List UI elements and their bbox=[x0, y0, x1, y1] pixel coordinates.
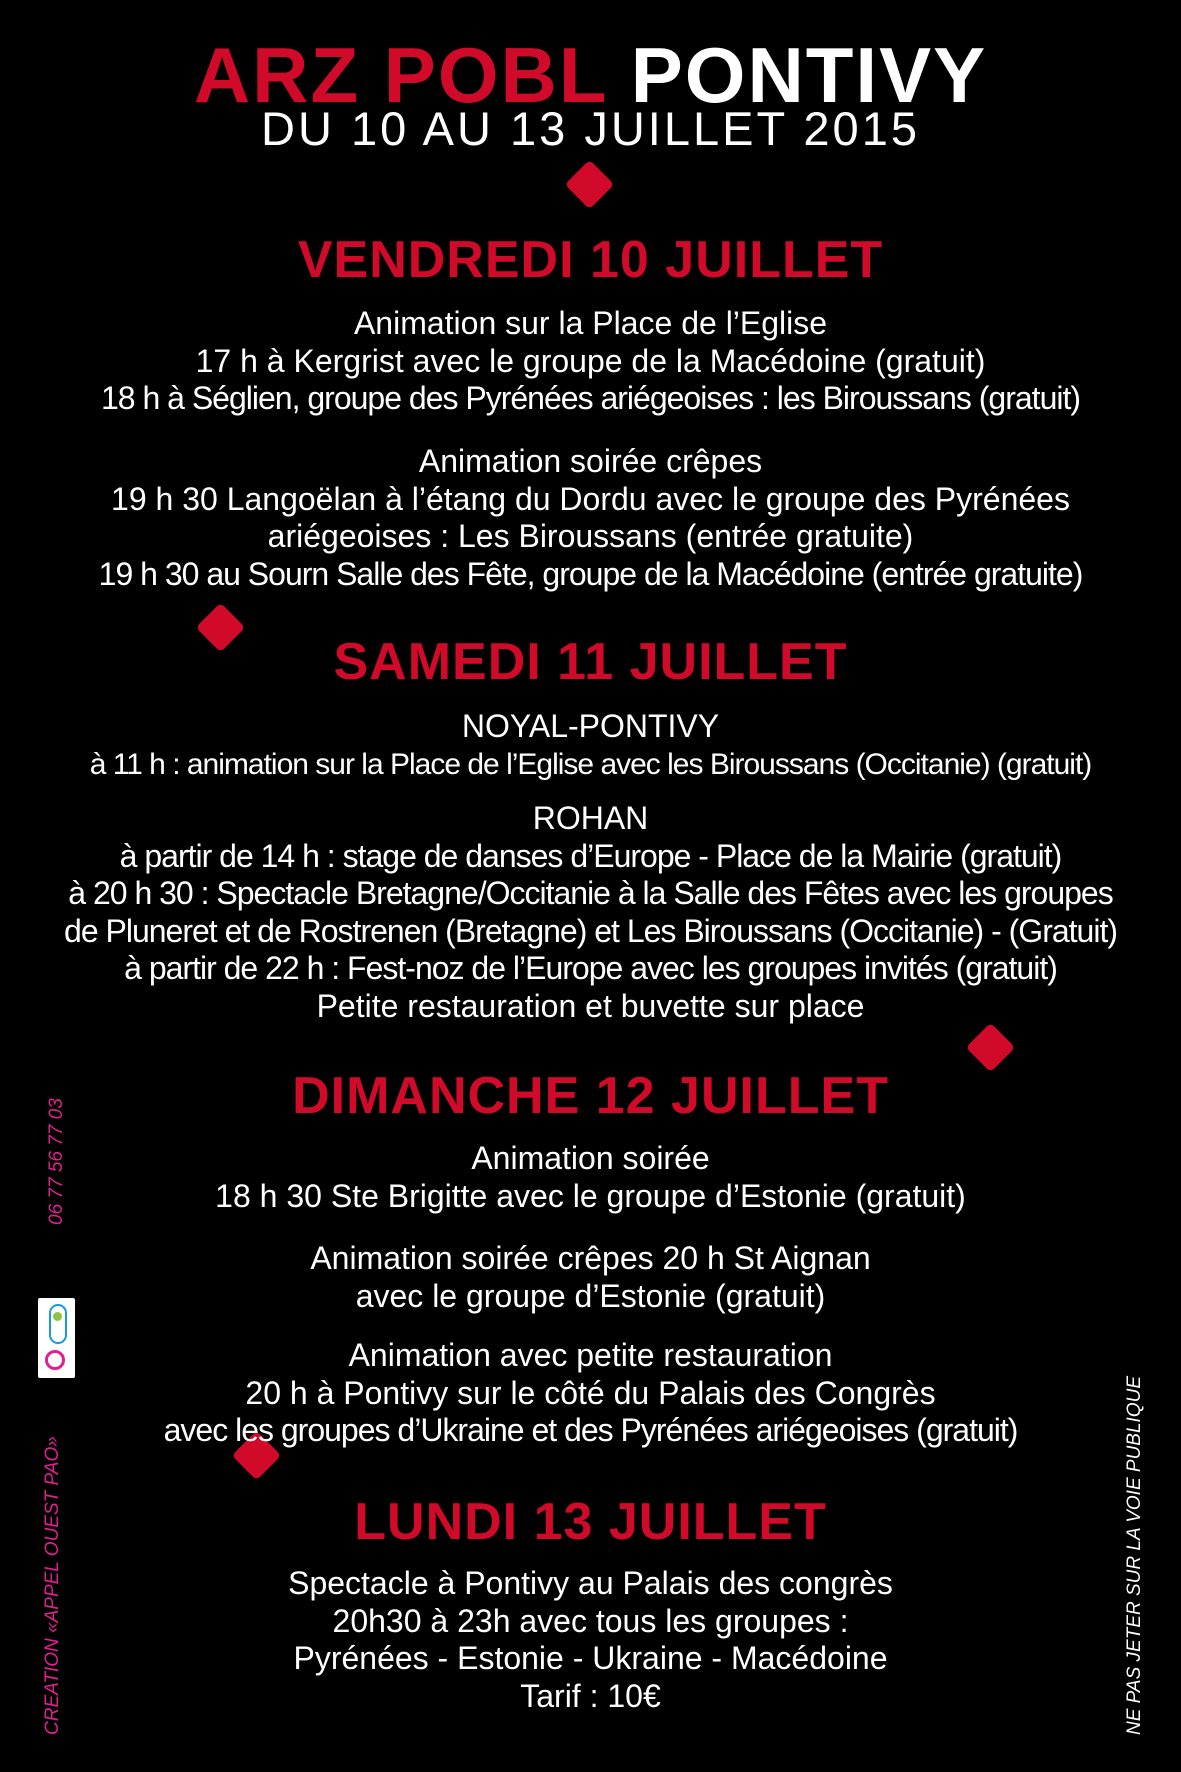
schedule-block bbox=[0, 1565, 1181, 1715]
schedule-line: Tarif : 10€ bbox=[520, 1677, 661, 1714]
schedule-line: avec les groupes d’Ukraine et des Pyrénées ariégeoises (gratuit) bbox=[163, 1412, 1018, 1448]
schedule-line: ariégeoises : Les Biroussans (entrée gratuite) bbox=[267, 518, 914, 554]
schedule-line: 19 h 30 Langoëlan à l’étang du Dordu avec le groupe des Pyrénées bbox=[111, 480, 1070, 517]
schedule-line: Animation soirée crêpes bbox=[418, 443, 763, 479]
schedule-block bbox=[0, 305, 1181, 418]
schedule-line: ROHAN bbox=[532, 800, 649, 836]
pao-logo-ring bbox=[45, 1350, 65, 1370]
day-heading-sunday: DIMANCHE 12 JUILLET bbox=[292, 1067, 889, 1125]
schedule-line: Animation soirée bbox=[471, 1140, 710, 1176]
diamond-ornament bbox=[966, 1023, 1015, 1072]
pao-logo-mark bbox=[49, 1304, 67, 1344]
schedule-line: à 11 h : animation sur la Place de l’Eglise avec les Biroussans (Occitanie) (gratuit) bbox=[89, 747, 1092, 781]
event-title-red: ARZ POBL bbox=[193, 31, 608, 119]
schedule-line: à partir de 22 h : Fest-noz de l’Europe avec les groupes invités (gratuit) bbox=[124, 950, 1057, 986]
schedule-line: Spectacle à Pontivy au Palais des congrès bbox=[288, 1565, 893, 1601]
schedule-line: Animation sur la Place de l’Eglise bbox=[353, 305, 828, 341]
day-heading-friday: VENDREDI 10 JUILLET bbox=[297, 231, 884, 289]
schedule-line: Petite restauration et buvette sur place bbox=[316, 987, 865, 1024]
schedule-line: NOYAL-PONTIVY bbox=[461, 708, 720, 744]
schedule-block bbox=[0, 1337, 1181, 1450]
event-dates: DU 10 AU 13 JUILLET 2015 bbox=[261, 102, 920, 155]
schedule-line: 20 h à Pontivy sur le côté du Palais des Congrès bbox=[245, 1374, 936, 1411]
litter-warning: NE PAS JETER SUR LA VOIE PUBLIQUE bbox=[1124, 1376, 1145, 1735]
diamond-ornament bbox=[565, 160, 614, 209]
schedule-block bbox=[0, 708, 1181, 783]
schedule-line: Pyrénées - Estonie - Ukraine - Macédoine bbox=[293, 1640, 888, 1676]
schedule-line: de Pluneret et de Rostrenen (Bretagne) et Les Biroussans (Occitanie) - (Gratuit) bbox=[64, 912, 1117, 949]
design-credit: CREATION «APPEL OUEST PAO» bbox=[42, 1436, 63, 1735]
schedule-line: 20h30 à 23h avec tous les groupes : bbox=[332, 1602, 849, 1639]
event-title-white: PONTIVY bbox=[630, 31, 988, 119]
credit-phone: 06 77 56 77 03 bbox=[46, 1098, 67, 1225]
day-heading-monday: LUNDI 13 JUILLET bbox=[354, 1493, 827, 1551]
schedule-block bbox=[0, 1140, 1181, 1215]
schedule-line: avec le groupe d’Estonie (gratuit) bbox=[355, 1277, 826, 1314]
schedule-block bbox=[0, 800, 1181, 1025]
schedule-line: Animation soirée crêpes 20 h St Aignan bbox=[310, 1240, 871, 1276]
schedule-line: à 20 h 30 : Spectacle Bretagne/Occitanie à la Salle des Fêtes avec les groupes bbox=[68, 875, 1113, 911]
pao-logo bbox=[38, 1298, 75, 1378]
schedule-block bbox=[0, 443, 1181, 593]
schedule-line: 17 h à Kergrist avec le groupe de la Macédoine (gratuit) bbox=[195, 342, 986, 379]
pao-logo-dot bbox=[53, 1312, 62, 1321]
schedule-line: 18 h à Séglien, groupe des Pyrénées ariégeoises : les Biroussans (gratuit) bbox=[100, 380, 1081, 416]
schedule-block bbox=[0, 1240, 1181, 1315]
schedule-line: Animation avec petite restauration bbox=[348, 1337, 833, 1373]
day-heading-saturday: SAMEDI 11 JUILLET bbox=[333, 633, 848, 691]
schedule-line: à partir de 14 h : stage de danses d’Europe - Place de la Mairie (gratuit) bbox=[119, 837, 1062, 874]
schedule-line: 19 h 30 au Sourn Salle des Fête, groupe de la Macédoine (entrée gratuite) bbox=[98, 555, 1083, 592]
schedule-line: 18 h 30 Ste Brigitte avec le groupe d’Estonie (gratuit) bbox=[215, 1177, 966, 1214]
